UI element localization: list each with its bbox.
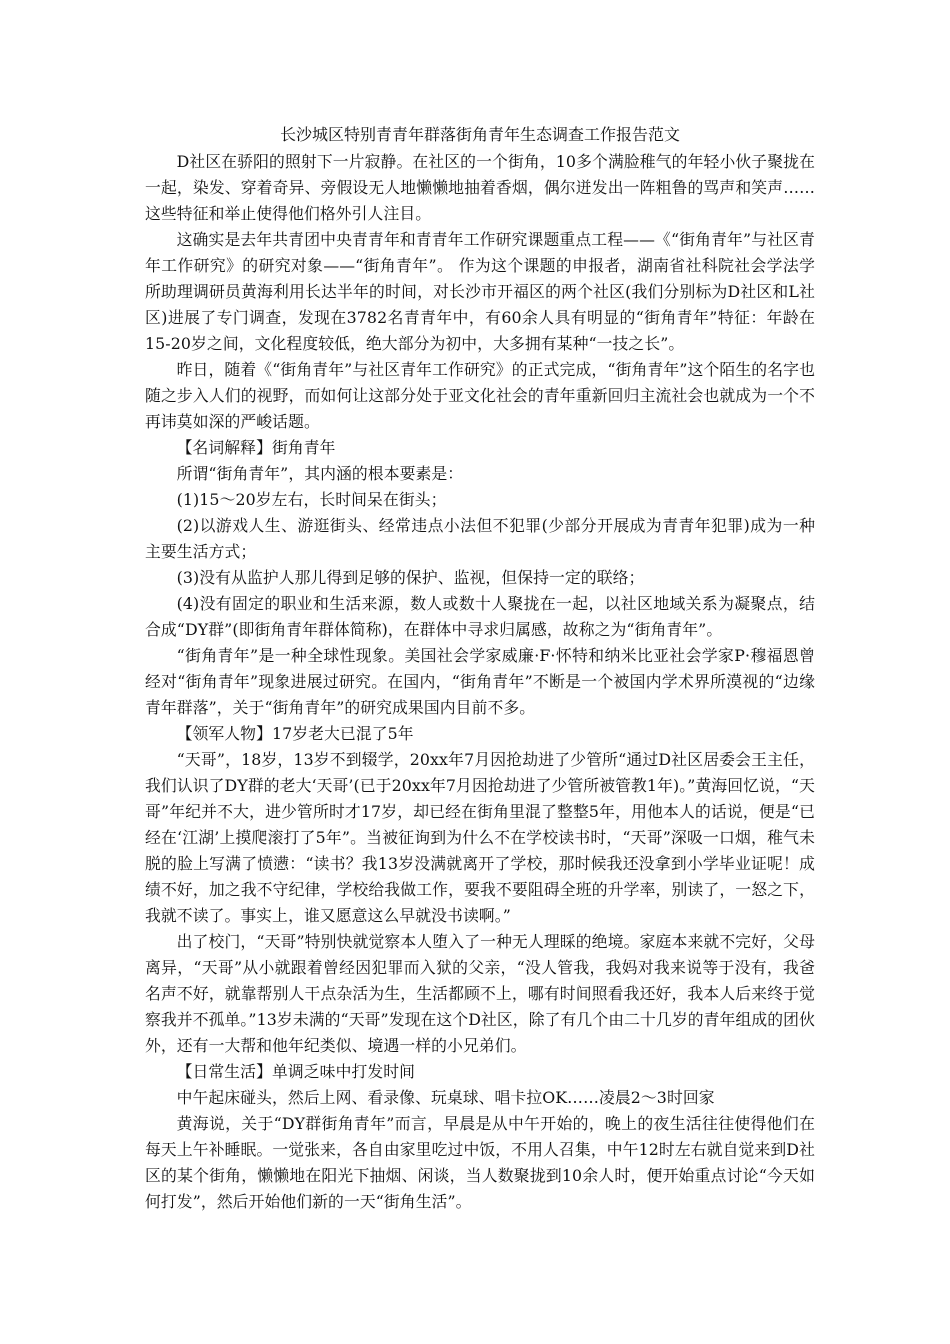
list-item-2: (2)以游戏人生、游逛街头、经常违点小法但不犯罪(少部分开展成为青青年犯罪)成为一种主要生活方式； <box>145 516 815 561</box>
section-heading-daily-life: 【日常生活】单调乏味中打发时间 <box>176 1062 416 1081</box>
list-item-1: (1)15～20岁左右，长时间呆在街头； <box>176 490 447 509</box>
paragraph-global-phenomenon: “街角青年”是一种全球性现象。美国社会学家威廉·F·怀特和纳米比亚社会学家P·穆福恩曾经对“街角青年”现象进展过研究。在国内，“街角青年”不断是一个被国内学术界所漠视的“边缘青年群落”，关于“街角青年”的研究成果国内目前不多。 <box>145 646 815 717</box>
list-item-3: (3)没有从监护人那儿得到足够的保护、监视，但保持一定的联络； <box>176 568 645 587</box>
paragraph-completion: 昨日，随着《“街角青年”与社区青年工作研究》的正式完成，“街角青年”这个陌生的名字也随之步入人们的视野，而如何让这部分处于亚文化社会的青年重新回归主流社会也就成为一个不再讳莫如深的严峻话题。 <box>145 360 815 431</box>
paragraph-after-school: 出了校门，“天哥”特别快就觉察本人堕入了一种无人理睬的绝境。家庭本来就不完好，父母离异，“天哥”从小就跟着曾经因犯罪而入狱的父亲，“没人管我，我妈对我来说等于没有，我爸名声不好，就靠帮别人干点杂活为生，生活都顾不上，哪有时间照看我还好，我本人后来终于觉察我并不孤单。”13岁未满的“天哥”发现在这个D社区，除了有几个由二十几岁的青年组成的团伙外，还有一大帮和他年纪类似、境遇一样的小兄弟们。 <box>145 932 815 1055</box>
paragraph-tiange-story: “天哥”，18岁，13岁不到辍学，20xx年7月因抢劫进了少管所“通过D社区居委会王主任，我们认识了DY群的老大‘天哥’(已于20xx年7月因抢劫进了少管所被管教1年)。”黄海回忆说，“天哥”年纪并不大，进少管所时才17岁，却已经在街角里混了整整5年，用他本人的话说，便是“已经在‘江湖’上摸爬滚打了5年”。当被征询到为什么不在学校读书时，“天哥”深吸一口烟，稚气未脱的脸上写满了愤懑：“读书？我13岁没满就离开了学校，那时候我还没拿到小学毕业证呢！成绩不好，加之我不守纪律，学校给我做工作，要我不要阻碍全班的升学率，别读了，一怒之下，我就不读了。事实上，谁又愿意这么早就没书读啊。” <box>145 750 815 925</box>
paragraph-intro: D社区在骄阳的照射下一片寂静。在社区的一个街角，10多个满脸稚气的年轻小伙子聚拢在一起，染发、穿着奇异、旁假设无人地懒懒地抽着香烟，偶尔迸发出一阵粗鲁的骂声和笑声……这些特征和举止使得他们格外引人注目。 <box>145 152 815 223</box>
paragraph-definition-intro: 所谓“街角青年”，其内涵的根本要素是： <box>176 464 464 483</box>
list-item-4: (4)没有固定的职业和生活来源，数人或数十人聚拢在一起，以社区地域关系为凝聚点，结合成“DY群”(即街角青年群体简称)，在群体中寻求归属感，故称之为“街角青年”。 <box>145 594 815 639</box>
paragraph-daily-description: 黄海说，关于“DY群街角青年”而言，早晨是从中午开始的，晚上的夜生活往往使得他们在每天上午补睡眠。一觉张来，各自由家里吃过中饭，不用人召集，中午12时左右就自觉来到D社区的某个街角，懒懒地在阳光下抽烟、闲谈，当人数聚拢到10余人时，便开始重点讨论“今天如何打发”，然后开始他们新的一天“街角生活”。 <box>145 1114 815 1211</box>
document-body <box>145 122 815 1215</box>
paragraph-research-project: 这确实是去年共青团中央青青年和青青年工作研究课题重点工程——《“街角青年”与社区青年工作研究》的研究对象——“街角青年”。 作为这个课题的申报者，湖南省社科院社会学法学所助理调研员黄海利用长达半年的时间，对长沙市开福区的两个社区(我们分别标为D社区和L社区)进展了专门调查，发现在3782名青青年中，有60余人具有明显的“街角青年”特征：年龄在15-20岁之间，文化程度较低，绝大部分为初中，大多拥有某种“一技之长”。 <box>145 230 815 353</box>
paragraph-daily-schedule: 中午起床碰头，然后上网、看录像、玩桌球、唱卡拉OK……凌晨2～3时回家 <box>176 1088 715 1107</box>
section-heading-definition: 【名词解释】街角青年 <box>176 438 336 457</box>
section-heading-leader: 【领军人物】17岁老大已混了5年 <box>176 724 414 743</box>
document-title: 长沙城区特别青青年群落街角青年生态调查工作报告范文 <box>279 125 680 144</box>
